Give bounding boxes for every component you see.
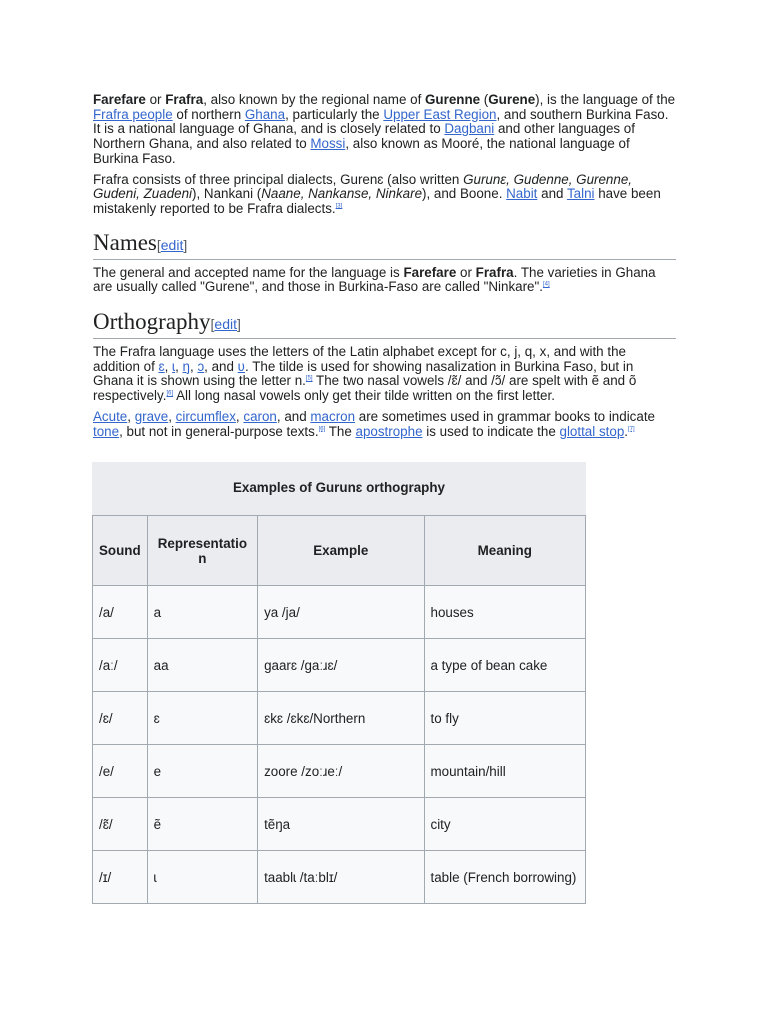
text: The Frafra language uses the letters of the Latin alphabet except for c, j, q, x, and with the addition of [93,344,626,374]
text: , also known by the regional name of [203,92,426,107]
table-row [93,639,586,692]
text: have been mistakenly reported to be Frafra dialects. [93,186,661,216]
cell-meaning: table (French borrowing) [424,851,586,904]
text: All long nasal vowels only get their tilde written on the first letter. [173,388,555,404]
cell-sound: /ɛ/ [93,692,148,745]
italic-text: Gurunɛ, Gudenne, Gurenne, Gudeni, Zuadeni [93,171,632,202]
cell-example: gaarɛ /ɡaːɹɛ/ [258,639,424,692]
bold-term: Frafra [165,92,204,107]
section-heading-orthography [93,309,676,339]
link-upper-east-region[interactable]: Upper East Region [383,106,497,122]
text: The [325,423,356,439]
text: Frafra consists of three principal dialects, Gurenɛ (also written [93,171,464,187]
cell-meaning: mountain/hill [424,745,586,798]
intro-paragraph-2 [93,173,676,217]
text: , [190,358,198,374]
cell-sound: /a/ [93,586,148,639]
text: , particularly the [285,106,384,122]
link-nabit[interactable]: Nabit [506,186,538,202]
link-ghana[interactable]: Ghana [244,106,286,122]
cell-sound: /e/ [93,745,148,798]
table-row [93,745,586,798]
text: , but not in general-purpose texts. [119,423,319,439]
text: or [145,92,166,107]
names-paragraph [93,266,676,295]
link-letter-eng[interactable]: ŋ [182,358,190,374]
cell-meaning: a type of bean cake [424,639,586,692]
text: ), Nankani ( [192,186,262,202]
column-header-meaning: Meaning [424,516,586,586]
cell-meaning: houses [424,586,586,639]
reference-link[interactable]: [6] [318,426,326,433]
link-tone[interactable]: tone [93,423,120,439]
edit-section: [edit] [156,236,188,253]
cell-representation: ɩ [147,851,257,904]
edit-link[interactable]: edit [214,316,237,333]
bold-term: Gurene [488,92,536,107]
column-header-example: Example [258,516,424,586]
link-caron[interactable]: caron [243,408,277,424]
text: , and [204,358,238,374]
cell-representation: a [147,586,257,639]
table-caption: Examples of Gurunɛ orthography [92,462,586,515]
cell-meaning: to fly [424,692,586,745]
orthography-examples-table [92,462,586,904]
text: or [456,264,476,280]
table-row [93,692,586,745]
cell-sound: /ɪ/ [93,851,148,904]
edit-link[interactable]: edit [160,236,184,253]
intro-paragraph-1 [93,93,676,167]
text: , and southern Burkina Faso. It is a national language of Ghana, and is closely related to [93,106,669,137]
bold-term: Gurenne [425,92,481,107]
orthography-paragraph-1 [93,345,676,404]
text: are sometimes used in grammar books to indicate [355,408,655,424]
heading-text: Names [93,229,157,255]
table-row [93,798,586,851]
text: , also known as Mooré, the national language of Burkina Faso. [93,136,630,166]
edit-section: [edit] [210,316,241,333]
text: The general and accepted name for the language is [93,264,404,280]
cell-example: zoore /zoːɹeː/ [258,745,424,798]
bold-term: Farefare [403,264,457,280]
table-row [93,851,586,904]
link-macron[interactable]: macron [310,408,356,424]
cell-representation: aa [147,639,257,692]
link-acute[interactable]: Acute [93,408,128,424]
reference-link[interactable]: [7] [628,426,635,433]
column-header-representation: Representation [147,516,257,586]
reference-link[interactable]: [3] [335,203,343,210]
text: , and [276,408,311,424]
link-glottal-stop[interactable]: glottal stop [559,423,625,439]
link-dagbani[interactable]: Dagbani [444,121,495,137]
cell-example: taablɩ /taːblɪ/ [258,851,424,904]
text: , [164,358,173,374]
article-content [93,93,676,445]
cell-sound: /aː/ [93,639,148,692]
text: of northern [172,106,245,122]
bold-term: Frafra [475,264,514,280]
text: , [175,358,183,374]
text: and [537,186,567,202]
text: The two nasal vowels /ɛ̃/ and /ɔ̃/ are spelt with ẽ and õ respectively. [93,373,637,404]
link-apostrophe[interactable]: apostrophe [355,423,423,439]
link-circumflex[interactable]: circumflex [175,408,236,424]
text: ), and Boone. [422,186,507,202]
link-letter-iota[interactable]: ɩ [172,358,176,374]
text: is used to indicate the [422,423,560,439]
reference-link[interactable]: [4] [542,281,550,288]
text: . [624,423,628,439]
link-letter-epsilon[interactable]: ɛ [158,358,165,374]
section-heading-names [93,230,676,260]
cell-example: tẽŋa [258,798,424,851]
orthography-paragraph-2 [93,410,676,439]
link-talni[interactable]: Talni [566,186,595,202]
heading-text: Orthography [93,309,211,335]
cell-representation: ẽ [147,798,257,851]
cell-representation: ɛ [147,692,257,745]
italic-text: Naane, Nankanse, Ninkare [261,186,423,202]
link-grave[interactable]: grave [134,408,169,424]
text: ( [480,92,489,107]
text: and other languages of Northern Ghana, and also related to [93,121,635,152]
reference-link[interactable]: [5] [305,375,313,382]
text: , [127,408,135,424]
reference-link[interactable]: [6] [166,390,174,397]
link-letter-open-o[interactable]: ɔ [197,358,205,374]
column-header-sound: Sound [93,516,148,586]
link-mossi[interactable]: Mossi [310,136,346,152]
cell-example: ya /ja/ [258,586,424,639]
cell-sound: /ɛ̃/ [93,798,148,851]
text: ), is the language of the [535,92,676,107]
bold-term: Farefare [93,92,146,107]
table-header-row [93,516,586,586]
link-letter-upsilon[interactable]: ʋ [237,358,245,374]
text: , [168,408,176,424]
text: , [235,408,244,424]
link-frafra-people[interactable]: Frafra people [93,106,173,122]
cell-example: ɛkɛ /ɛkɛ/Northern [258,692,424,745]
cell-meaning: city [424,798,586,851]
text: . The varieties in Ghana are usually called "Gurene", and those in Burkina-Faso are called "Ninkare". [93,264,656,295]
text: . The tilde is used for showing nasalization in Burkina Faso, but in Ghana it is shown using the letter n. [93,358,634,389]
cell-representation: e [147,745,257,798]
table-row [93,586,586,639]
